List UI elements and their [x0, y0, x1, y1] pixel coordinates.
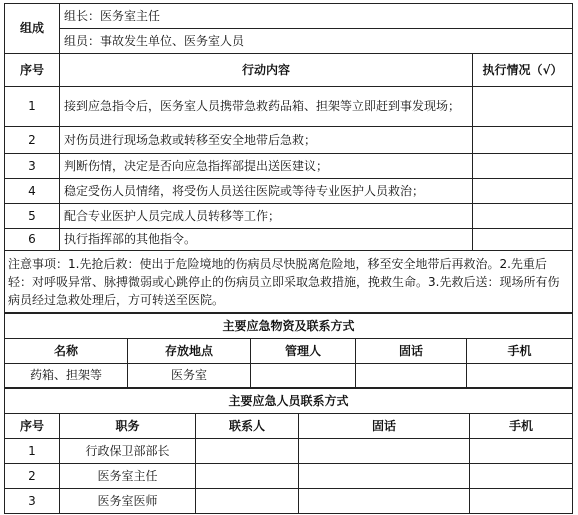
table-row: [5, 179, 573, 204]
personnel-table: [4, 388, 573, 514]
status-cell[interactable]: [473, 127, 573, 154]
mobile-cell[interactable]: [470, 489, 573, 514]
table-row: [5, 87, 573, 127]
action-content: 执行指挥部的其他指令。: [60, 229, 473, 251]
material-name: 药箱、担架等: [5, 364, 128, 388]
status-cell[interactable]: [473, 204, 573, 229]
status-cell[interactable]: [473, 154, 573, 179]
table-row: [5, 364, 573, 388]
contact-cell[interactable]: [196, 464, 299, 489]
manager-cell[interactable]: [251, 364, 356, 388]
phone-cell[interactable]: [356, 364, 467, 388]
group-label: 组成: [5, 4, 60, 54]
action-no: 3: [5, 154, 60, 179]
contact-cell[interactable]: [196, 439, 299, 464]
group-members: 组员：事故发生单位、医务室人员: [60, 29, 573, 54]
status-cell[interactable]: [473, 229, 573, 251]
action-no: 1: [5, 87, 60, 127]
col-header-mobile: 手机: [467, 339, 573, 364]
person-position: 医务室医师: [60, 489, 196, 514]
contact-cell[interactable]: [196, 489, 299, 514]
table-row: [5, 127, 573, 154]
action-content: 稳定受伤人员情绪，将受伤人员送往医院或等待专业医护人员救治；: [60, 179, 473, 204]
table-row: [5, 154, 573, 179]
notes: 注意事项：1.先抢后救：使出于危险境地的伤病员尽快脱离危险地，移至安全地带后再救治。2.先重后轻：对呼吸异常、脉搏微弱或心跳停止的伤病员立即采取急救措施，挽救生命。3.先救后送：现场所有伤病员经过急救处理后，方可转送至医院。: [5, 251, 573, 313]
action-no: 2: [5, 127, 60, 154]
person-no: 3: [5, 489, 60, 514]
col-header-manager: 管理人: [251, 339, 356, 364]
phone-cell[interactable]: [299, 439, 470, 464]
col-header-location: 存放地点: [128, 339, 251, 364]
col-header-phone: 固话: [356, 339, 467, 364]
col-header-no: 序号: [5, 414, 60, 439]
table-row: [5, 439, 573, 464]
person-position: 医务室主任: [60, 464, 196, 489]
col-header-contact: 联系人: [196, 414, 299, 439]
action-content: 判断伤情，决定是否向应急指挥部提出送医建议；: [60, 154, 473, 179]
material-location: 医务室: [128, 364, 251, 388]
col-header-mobile: 手机: [470, 414, 573, 439]
mobile-cell[interactable]: [470, 439, 573, 464]
action-no: 5: [5, 204, 60, 229]
table-row: [5, 229, 573, 251]
materials-table: [4, 313, 573, 388]
table-row: [5, 204, 573, 229]
person-no: 1: [5, 439, 60, 464]
col-header-status: 执行情况（√）: [473, 54, 573, 87]
col-header-no: 序号: [5, 54, 60, 87]
phone-cell[interactable]: [299, 464, 470, 489]
materials-title: 主要应急物资及联系方式: [5, 314, 573, 339]
action-content: 配合专业医护人员完成人员转移等工作；: [60, 204, 473, 229]
status-cell[interactable]: [473, 87, 573, 127]
mobile-cell[interactable]: [467, 364, 573, 388]
action-content: 接到应急指令后，医务室人员携带急救药品箱、担架等立即赶到事发现场；: [60, 87, 473, 127]
group-leader: 组长：医务室主任: [60, 4, 573, 29]
table-row: [5, 489, 573, 514]
col-header-content: 行动内容: [60, 54, 473, 87]
emergency-response-card: [4, 3, 572, 514]
table-row: [5, 464, 573, 489]
col-header-phone: 固话: [299, 414, 470, 439]
person-position: 行政保卫部部长: [60, 439, 196, 464]
mobile-cell[interactable]: [470, 464, 573, 489]
phone-cell[interactable]: [299, 489, 470, 514]
action-content: 对伤员进行现场急救或转移至安全地带后急救；: [60, 127, 473, 154]
person-no: 2: [5, 464, 60, 489]
action-no: 6: [5, 229, 60, 251]
col-header-name: 名称: [5, 339, 128, 364]
personnel-title: 主要应急人员联系方式: [5, 389, 573, 414]
action-no: 4: [5, 179, 60, 204]
col-header-position: 职务: [60, 414, 196, 439]
status-cell[interactable]: [473, 179, 573, 204]
action-table: [4, 3, 573, 313]
